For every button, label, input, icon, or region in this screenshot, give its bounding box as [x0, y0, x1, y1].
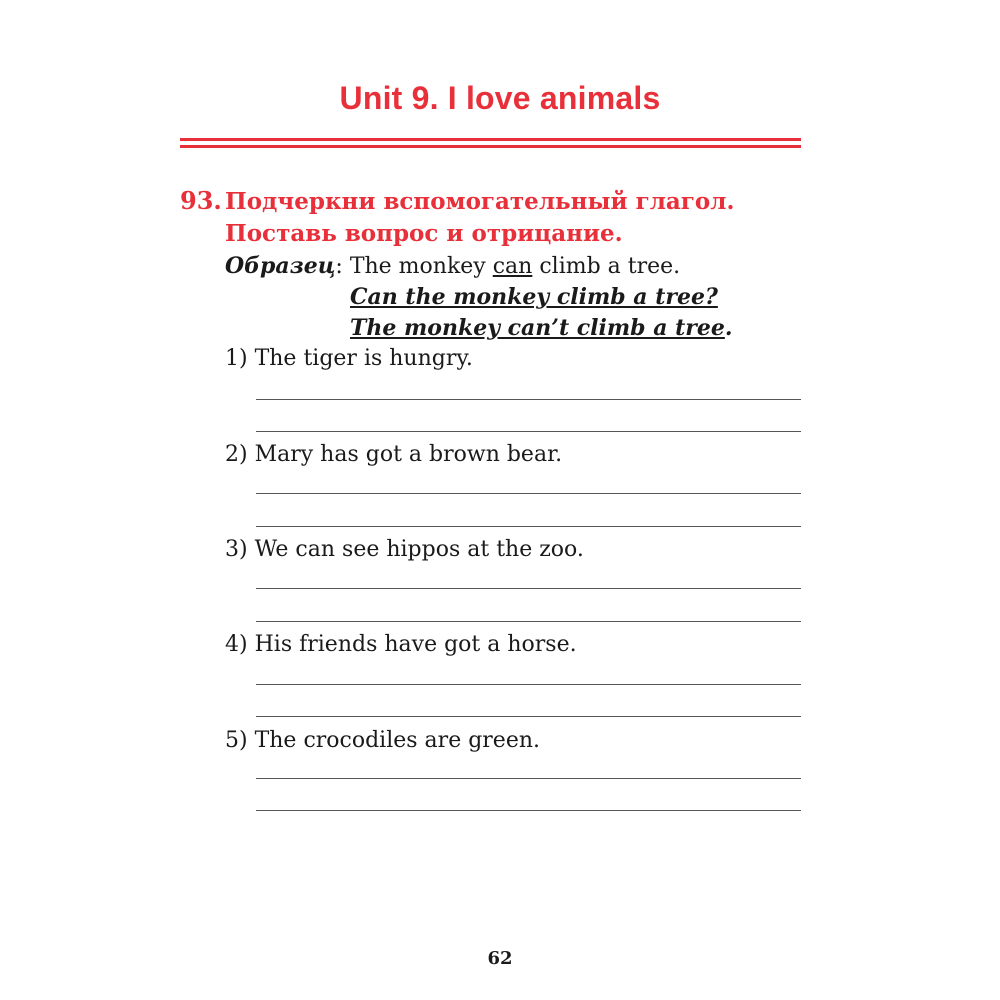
- item-number: 3): [225, 537, 248, 562]
- answer-line-1a[interactable]: [256, 399, 801, 400]
- exercise-item-5: [225, 728, 540, 753]
- item-sentence: Mary has got a brown bear.: [254, 442, 563, 467]
- answer-line-3b[interactable]: [256, 621, 801, 622]
- answer-line-4a[interactable]: [256, 684, 801, 685]
- item-number: 1): [225, 346, 248, 371]
- unit-title: Unit 9. I love animals: [339, 80, 661, 116]
- sample-auxiliary-verb: can: [492, 254, 533, 279]
- item-number: 2): [225, 442, 248, 467]
- task-instruction: Подчеркни вспомогательный глагол. Поставь вопрос и отрицание.: [225, 188, 735, 247]
- sample-negation-period: .: [724, 315, 733, 341]
- item-sentence: We can see hippos at the zoo.: [254, 537, 584, 562]
- answer-line-1b[interactable]: [256, 431, 801, 432]
- answer-line-4b[interactable]: [256, 716, 801, 717]
- sample-question: Can the monkey climb a tree?: [350, 284, 718, 310]
- answer-line-5a[interactable]: [256, 778, 801, 779]
- item-number: 4): [225, 632, 248, 657]
- sample-colon: :: [335, 254, 343, 279]
- title-rule-top: [180, 138, 801, 141]
- answer-line-3a[interactable]: [256, 588, 801, 589]
- answer-line-2a[interactable]: [256, 493, 801, 494]
- exercise-item-4: [225, 632, 577, 657]
- item-sentence: The crocodiles are green.: [254, 728, 541, 753]
- exercise-item-1: [225, 346, 473, 371]
- answer-line-5b[interactable]: [256, 810, 801, 811]
- title-rule-bottom: [180, 145, 801, 148]
- item-sentence: His friends have got a horse.: [254, 632, 577, 657]
- sample-row: [225, 253, 680, 279]
- exercise-item-2: [225, 442, 562, 467]
- sample-negation: [350, 315, 733, 341]
- page-number: 62: [487, 948, 513, 969]
- sample-sentence-end: climb a tree.: [532, 254, 681, 279]
- item-number: 5): [225, 728, 248, 753]
- sample-negation-text: The monkey can’t climb a tree: [350, 315, 725, 341]
- item-sentence: The tiger is hungry.: [254, 346, 473, 371]
- task-number: 93.: [180, 186, 222, 215]
- answer-line-2b[interactable]: [256, 526, 801, 527]
- sample-label: Образец: [225, 253, 336, 279]
- exercise-item-3: [225, 537, 584, 562]
- sample-sentence-start: The monkey: [342, 254, 493, 279]
